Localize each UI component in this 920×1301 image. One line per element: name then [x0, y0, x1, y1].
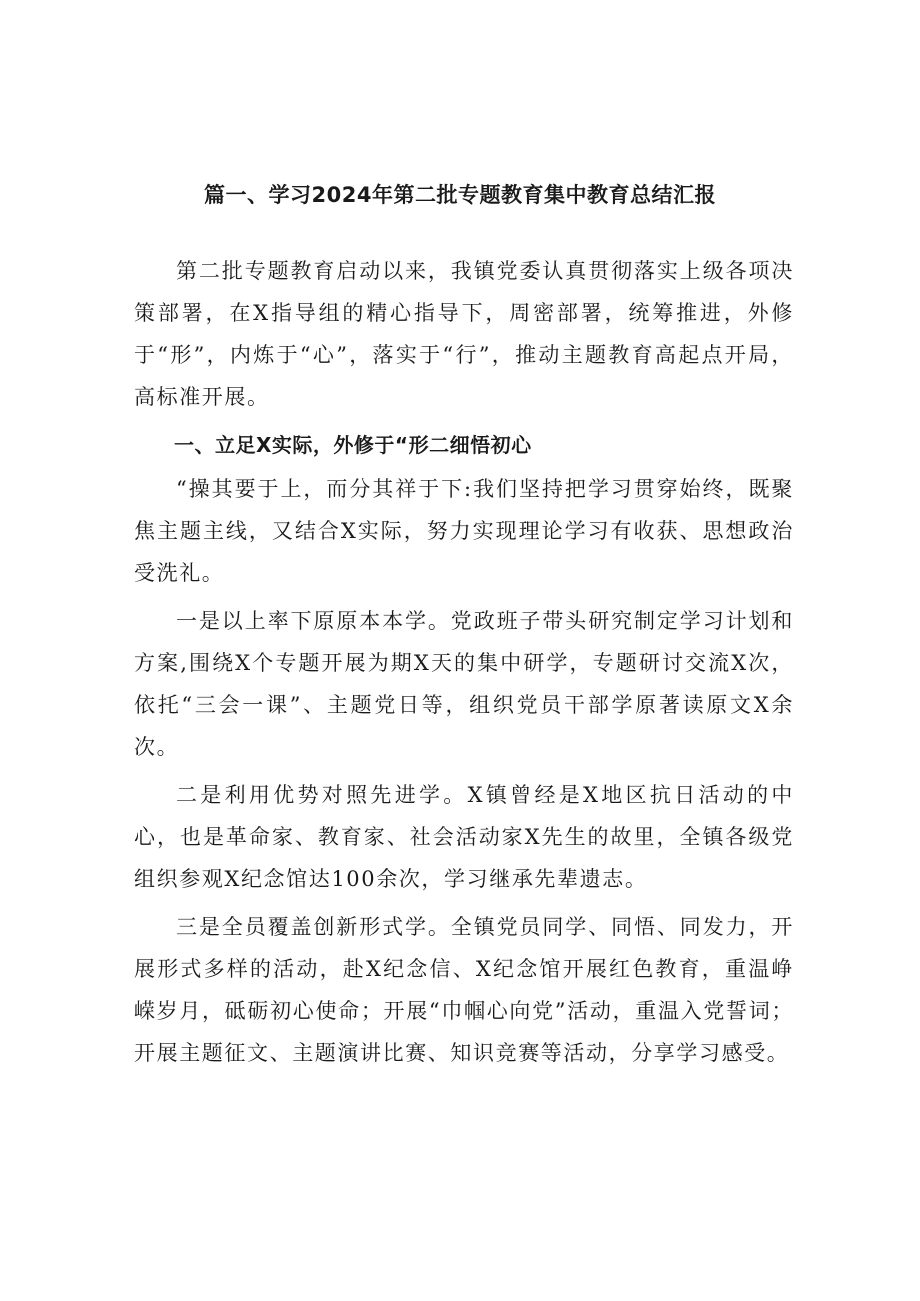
body-paragraph: 一是以上率下原原本本学。党政班子带头研究制定学习计划和方案,围绕X个专题开展为期X天的集中研学，专题研讨交流X次，依托“三会一课”、主题党日等，组织党员干部学原著读原文X余次。: [134, 609, 794, 759]
section-heading: 一、立足X实际，外修于“形二细悟初心: [174, 433, 532, 457]
document-body: [134, 250, 794, 1080]
body-paragraph: “操其要于上，而分其祥于下:我们坚持把学习贯穿始终，既聚焦主题主线，又结合X实际，努力实现理论学习有收获、思想政治受洗礼。: [134, 477, 794, 585]
document-title: 篇一、学习2024年第二批专题教育集中教育总结汇报: [204, 183, 716, 207]
body-paragraph: 二是利用优势对照先进学。X镇曾经是X地区抗日活动的中心，也是革命家、教育家、社会活动家X先生的故里，全镇各级党组织参观X纪念馆达100余次，学习继承先辈遗志。: [134, 783, 794, 891]
intro-paragraph: 第二批专题教育启动以来，我镇党委认真贯彻落实上级各项决策部署，在X指导组的精心指导下，周密部署，统筹推进，外修于“形”，内炼于“心”，落实于“行”，推动主题教育高起点开局，高标准开展。: [134, 259, 794, 409]
body-paragraph: 三是全员覆盖创新形式学。全镇党员同学、同悟、同发力，开展形式多样的活动，赴X纪念信、X纪念馆开展红色教育，重温峥嵘岁月，砥砺初心使命；开展“巾帼心向党”活动，重温入党誓词；开展主题征文、主题演讲比赛、知识竞赛等活动，分享学习感受。: [134, 915, 794, 1065]
